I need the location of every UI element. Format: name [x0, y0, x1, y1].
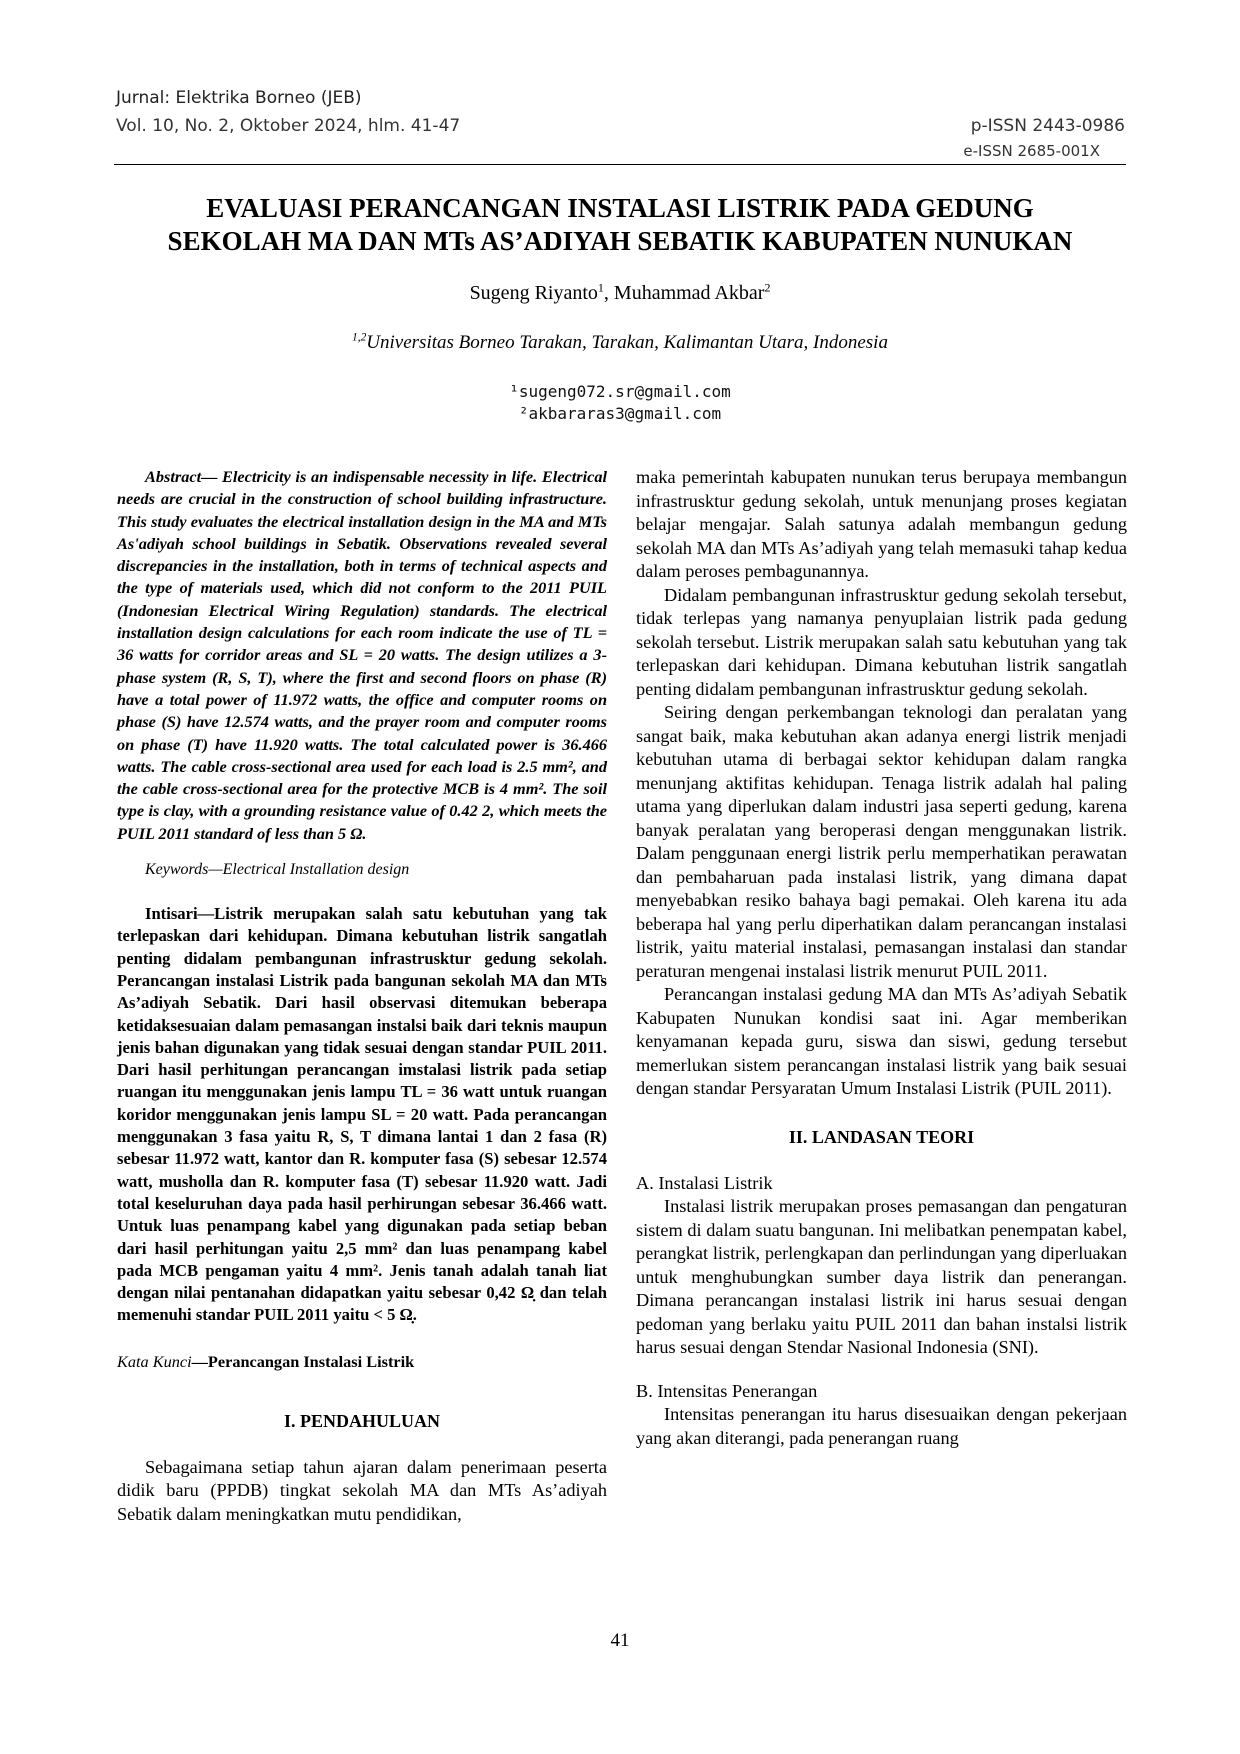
affiliation — [0, 332, 1240, 354]
author-1-marker: 1 — [597, 280, 604, 295]
e-issn: e-ISSN 2685-001X — [963, 142, 1100, 160]
journal-name: Jurnal: Elektrika Borneo (JEB) — [116, 88, 362, 108]
keywords-english: Keywords—Electrical Installation design — [145, 861, 410, 879]
instalasi-listrik-paragraph: Instalasi listrik merupakan proses pemasangan dan pengaturan sistem di dalam suatu bangunan. Ini melibatkan penempatan kabel, perangkat listrik, perlengkapan dan perlindungan yang diperluakan untuk menghubungkan sumber daya listrik dan penerangan. Dimana perancangan instalasi listrik ini harus sesuai dengan pedoman yang berlaku yaitu PUIL 2011 dan bahan instalsi listrik harus sesuai dengan Stendar Nasional Indonesia (SNI). — [636, 1196, 1127, 1357]
title-line-1: EVALUASI PERANCANGAN INSTALASI LISTRIK PADA GEDUNG — [206, 193, 1034, 223]
intisari-paragraph: Intisari—Listrik merupakan salah satu kebutuhan yang tak terlepaskan dari kehidupan. Dimana kebutuhan listrik sangatlah penting didalam pembangunan infrastrusktur gedung sekolah. Perancangan instalasi Listrik pada bangunan sekolah MA dan MTs As’adiyah Sebatik. Dari hasil observasi ditemukan beberapa ketidaksesuaian dalam pemasangan instalsi baik dari teknis maupun jenis bahan digunakan yang tidak sesuai dengan standar PUIL 2011. Dari hasil perhitungan perancangan imstalasi listrik pada setiap ruangan itu menggunakan jenis lampu TL = 36 watt untuk ruangan koridor menggunakan jenis lampu SL = 20 watt. Pada perancangan menggunakan 3 fasa yaitu R, S, T dimana lantai 1 dan 2 fasa (R) sebesar 11.972 watt, kantor dan R. komputer fasa (S) sebesar 12.574 watt, musholla dan R. komputer fasa (T) sebesar 11.920 watt. Jadi total keseluruhan daya pada hasil perhirungan sebesar 36.466 watt. Untuk luas penampang kabel yang digunakan pada setiap beban dari hasil perhitungan yaitu 2,5 mm² dan luas penampang kabel pada MCB pengaman yaitu 4 mm². Jenis tanah adalah tanah liat dengan nilai pentanahan didapatkan yaitu sebesar 0,42 Ω̣ dan telah memenuhi standar PUIL 2011 yaitu < 5 Ω̣. — [117, 904, 607, 1325]
volume-info: Vol. 10, No. 2, Oktober 2024, hlm. 41-47 — [116, 116, 461, 136]
subsection-heading-intensitas-penerangan: B. Intensitas Penerangan — [636, 1380, 818, 1401]
page-number: 41 — [610, 1630, 630, 1651]
pendahuluan-paragraph-3: Seiring dengan perkembangan teknologi dan peralatan yang sangat baik, maka kebutuhan akan adanya energi listrik menjadi kebutuhan utama di berbagai sektor kehidupan dalam rangka menunjang aktifitas kehidupan. Tenaga listrik adalah hal paling utama yang diperlukan dalam industri jasa seperti gedung, karena banyak peralatan yang beroperasi dengan menggunakan listrik. Dalam penggunaan energi listrik perlu memperhatikan perawatan dan pembaharuan pada instalasi listrik, yang dimana dapat menyebabkan resiko bahaya bagi pemakai. Oleh karena itu ada beberapa hal yang perlu diperhatikan dalam perancangan instalasi listrik, yaitu material instalasi, pemasangan instalasi dan standar peraturan mengenai instalasi listrik menurut PUIL 2011. — [636, 702, 1127, 981]
left-column — [117, 466, 607, 1526]
abstract-paragraph: Abstract— Electricity is an indispensable necessity in life. Electrical needs are crucial in the construction of school building infrastructure. This study evaluates the electrical installation design in the MA and MTs As'adiyah school buildings in Sebatik. Observations revealed several discrepancies in the installation, both in terms of technical aspects and the type of materials used, which did not conform to the 2011 PUIL (Indonesian Electrical Wiring Regulation) standards. The electrical installation design calculations for each room indicate the use of TL = 36 watts for corridor areas and SL = 20 watts. The design utilizes a 3-phase system (R, S, T), where the first and second floors on phase (R) have a total power of 11.972 watts, the office and computer rooms on phase (S) have 12.574 watts, and the prayer room and computer rooms on phase (T) have 11.920 watts. The total calculated power is 36.466 watts. The cable cross-sectional area used for each load is 2.5 mm², and the cable cross-sectional area for the protective MCB is 4 mm². The soil type is clay, with a grounding resistance value of 0.42 2, which meets the PUIL 2011 standard of less than 5 Ω. — [117, 467, 607, 843]
author-2-marker: 2 — [764, 280, 771, 295]
email-2[interactable]: ²akbararas3@gmail.com — [518, 404, 722, 423]
header-divider — [114, 164, 1126, 165]
kata-kunci-text: —Perancangan Instalasi Listrik — [191, 1351, 415, 1371]
kata-kunci-label: Kata Kunci — [117, 1351, 192, 1371]
pendahuluan-paragraph-4: Perancangan instalasi gedung MA dan MTs As’adiyah Sebatik Kabupaten Nunukan kondisi saat ini. Agar memberikan kenyamanan kepada guru, siswa dan siswi, gedung tersebut memerlukan sistem perancangan instalasi listrik yang baik sesuai dengan standar Persyaratan Umum Instalasi Listrik (PUIL 2011). — [636, 984, 1127, 1098]
affiliation-marker: 1,2 — [352, 331, 367, 344]
author-1: Sugeng Riyanto — [469, 282, 598, 304]
pendahuluan-paragraph-1: Sebagaimana setiap tahun ajaran dalam penerimaan peserta didik baru (PPDB) tingkat sekolah MA dan MTs As’adiyah Sebatik dalam meningkatkan mutu pendidikan, — [117, 1456, 607, 1524]
affiliation-text: Universitas Borneo Tarakan, Tarakan, Kalimantan Utara, Indonesia — [366, 332, 888, 353]
author-list — [0, 282, 1240, 305]
paper-title — [80, 192, 1160, 258]
subsection-heading-instalasi-listrik: A. Instalasi Listrik — [636, 1172, 773, 1193]
kata-kunci — [117, 1351, 607, 1373]
section-heading-pendahuluan: I. PENDAHULUAN — [283, 1410, 440, 1431]
intensitas-penerangan-paragraph: Intensitas penerangan itu harus disesuaikan dengan pekerjaan yang akan diterangi, pada penerangan ruang — [636, 1404, 1127, 1448]
section-heading-landasan-teori: II. LANDASAN TEORI — [788, 1126, 975, 1147]
pendahuluan-paragraph-continued: maka pemerintah kabupaten nunukan terus berupaya membangun infrastrusktur gedung sekolah, untuk menunjang proses kegiatan belajar mengajar. Salah satunya adalah membangun gedung sekolah MA dan MTs As’adiyah yang telah memasuki tahap kedua dalam peroses pembagunannya. — [636, 467, 1127, 581]
title-line-2: SEKOLAH MA DAN MTs AS’ADIYAH SEBATIK KABUPATEN NUNUKAN — [167, 226, 1073, 256]
author-2: Muhammad Akbar — [613, 282, 765, 304]
pendahuluan-paragraph-2: Didalam pembangunan infrastrusktur gedung sekolah tersebut, tidak terlepas yang namanya penyuplaian listrik pada gedung sekolah tersebut. Listrik merupakan salah satu kebutuhan yang tak terlepaskan dari kehidupan. Dimana kebutuhan listrik sangatlah penting didalam pembangunan infrastrusktur gedung sekolah. — [636, 584, 1127, 699]
email-1[interactable]: ¹sugeng072.sr@gmail.com — [509, 382, 731, 401]
p-issn: p-ISSN 2443-0986 — [970, 116, 1125, 136]
author-separator: , — [603, 282, 614, 304]
right-column — [636, 466, 1127, 1450]
